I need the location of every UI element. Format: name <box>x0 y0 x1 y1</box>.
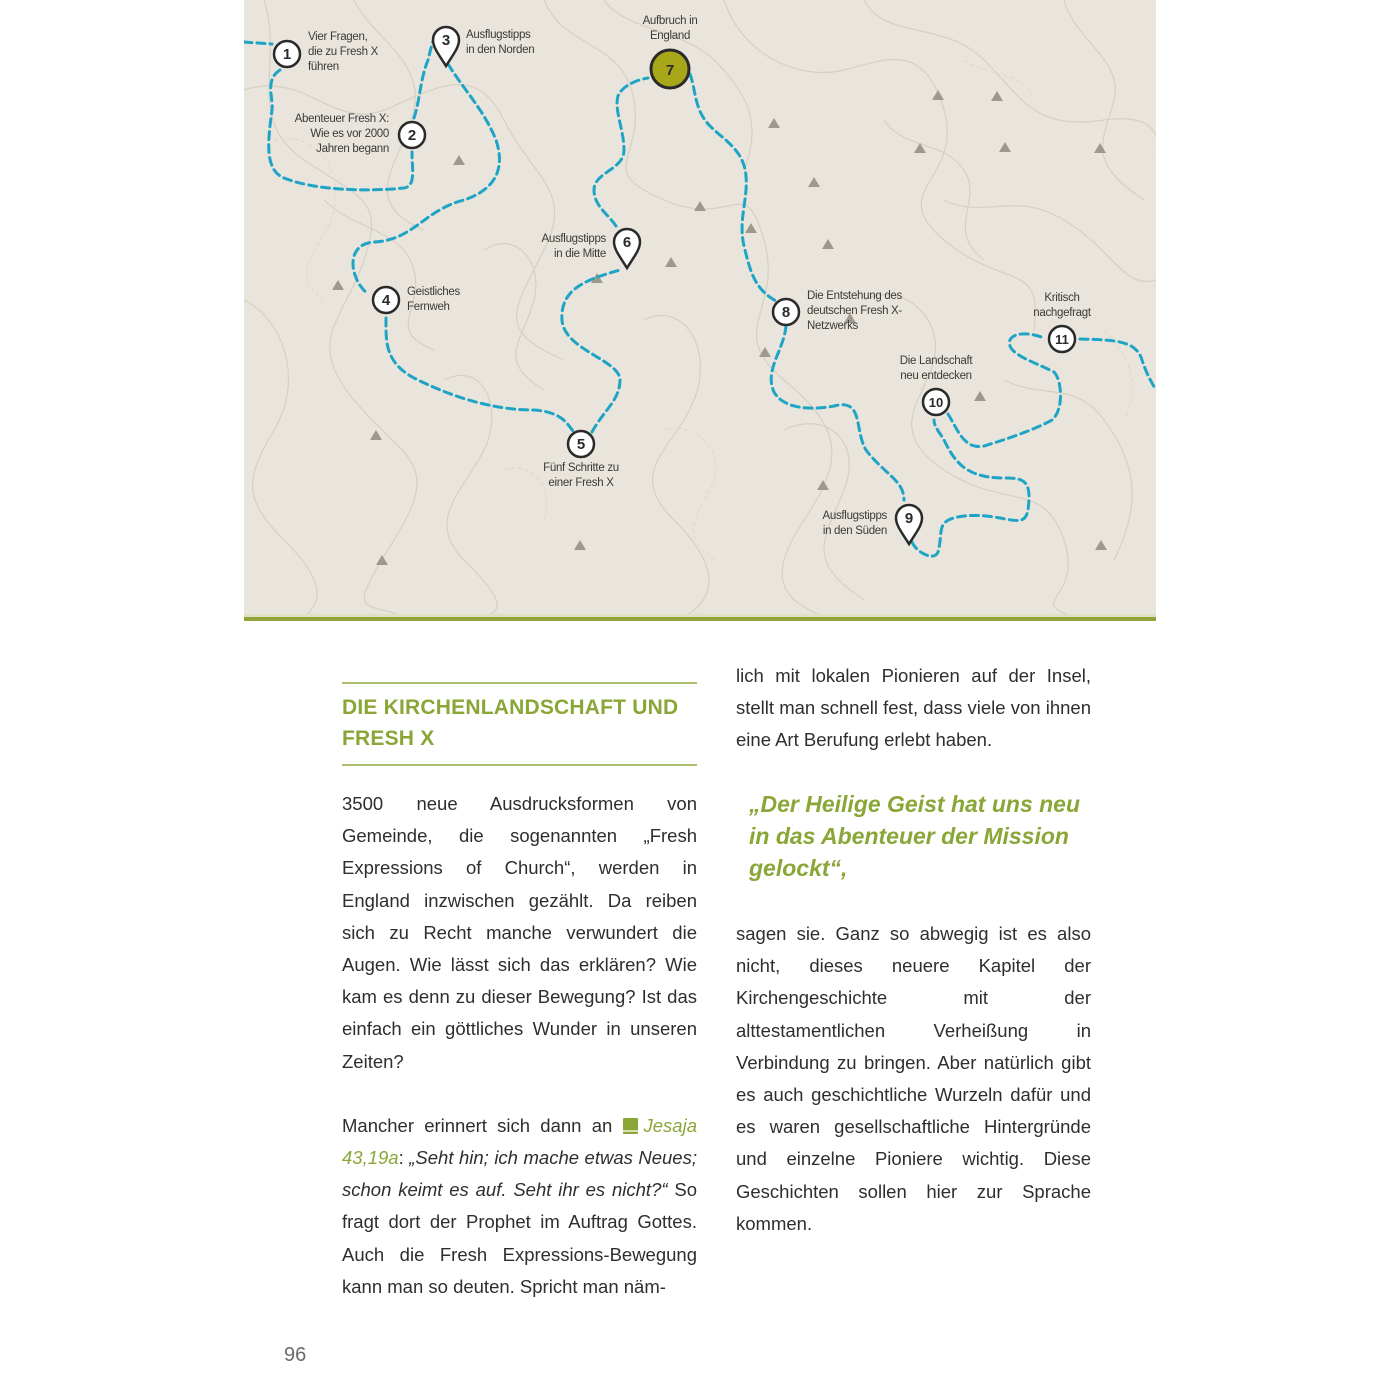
map-marker-label-1: Vier Fragen, die zu Fresh X führen <box>308 31 378 73</box>
map-marker-label-4: Geistliches Fernweh <box>407 286 460 313</box>
section-heading: DIE KIRCHENLANDSCHAFT UND FRESH X <box>342 696 679 750</box>
map-marker-6[interactable] <box>614 229 640 268</box>
map-marker-8[interactable] <box>773 299 799 325</box>
peak-icon <box>376 555 388 565</box>
map-marker-label-9: Ausflugstipps in den Süden <box>822 510 887 537</box>
svg-text:9: 9 <box>904 510 914 527</box>
map-divider <box>244 617 1156 621</box>
peak-icon <box>991 91 1003 101</box>
map-marker-label-3: Ausflugstipps in den Norden <box>466 29 535 56</box>
svg-text:6: 6 <box>622 234 632 251</box>
bible-quote: „Seht hin; ich mache etwas Neues; schon keimt es auf. Seht ihr es nicht?“ <box>342 1147 697 1201</box>
page-number: 96 <box>284 1344 307 1366</box>
peak-icon <box>808 177 820 187</box>
svg-text:1: 1 <box>282 46 292 63</box>
peak-icon <box>370 430 382 440</box>
paragraph-2-colon: : <box>398 1147 410 1169</box>
svg-text:10: 10 <box>928 395 944 410</box>
paragraph-3: lich mit lokalen Pionieren auf der Insel, stellt man schnell fest, dass viele von ihnen eine Art Berufung erlebt haben. <box>736 665 1091 751</box>
text-column-left <box>342 788 697 1303</box>
peak-icon <box>745 223 757 233</box>
paragraph-2 <box>342 1110 697 1303</box>
map-marker-label-6: Ausflugstipps in die Mitte <box>541 233 606 260</box>
svg-text:5: 5 <box>576 436 586 453</box>
peak-icon <box>665 257 677 267</box>
paragraph-4: sagen sie. Ganz so abwegig ist es also nicht, dieses neuere Kapitel der Kirchengeschichte mit der alttestamentlichen Verheißung in Verbindung zu bringen. Aber natürlich gibt es auch geschichtliche Wurzeln dafür und es waren gesellschaftliche Hintergründe und einzelne Pioniere wichtig. Diese Geschichten sollen hier zur Sprache kommen. <box>736 923 1091 1234</box>
map-marker-4[interactable] <box>373 287 399 313</box>
svg-text:8: 8 <box>781 304 791 321</box>
route-map <box>244 0 1156 617</box>
svg-text:7: 7 <box>665 62 675 79</box>
map-marker-label-8: Die Entstehung des deutschen Fresh X- Netzwerks <box>807 290 902 332</box>
svg-text:11: 11 <box>1055 332 1069 347</box>
map-marker-label-2: Abenteuer Fresh X: Wie es vor 2000 Jahren begann <box>294 113 389 155</box>
text-column-right-continued <box>736 918 1091 1240</box>
svg-text:2: 2 <box>407 127 417 144</box>
map-marker-2[interactable] <box>399 122 425 148</box>
bible-reference-link[interactable]: Jesaja 43,19a <box>342 1114 697 1169</box>
peak-icon <box>768 118 780 128</box>
map-marker-10[interactable] <box>923 389 949 415</box>
map-marker-label-10: Die Landschaft neu entdecken <box>899 355 973 382</box>
peak-icon <box>332 280 344 290</box>
section-heading-box <box>342 682 697 766</box>
peak-icon <box>974 391 986 401</box>
paragraph-1: 3500 neue Ausdrucksformen von Gemeinde, die sogenannten „Fresh Expressions of Church“, werden in England inzwischen gezählt. Da reiben sich zu Recht manche verwundert die Augen. Wie lässt sich das erklären? Wie kam es denn zu dieser Bewegung? Ist das einfach ein göttliches Wunder in unseren Zeiten? <box>342 793 697 1072</box>
svg-text:3: 3 <box>441 32 451 49</box>
peak-icon <box>694 201 706 211</box>
peak-icon <box>453 155 465 165</box>
paragraph-2-intro: Mancher erinnert sich dann an <box>342 1114 623 1136</box>
map-marker-11[interactable] <box>1049 326 1075 352</box>
peak-icon <box>822 239 834 249</box>
map-marker-5[interactable] <box>568 431 594 457</box>
paragraph-2-rest: So fragt dort der Prophet im Auftrag Gottes. Auch die Fresh Expressions-Bewegung kann man so deuten. Spricht man näm- <box>342 1179 697 1297</box>
map-marker-label-5: Fünf Schritte zu einer Fresh X <box>543 462 619 489</box>
book-icon <box>623 1118 638 1134</box>
map-canvas <box>244 0 1156 617</box>
peak-icon <box>574 540 586 550</box>
peak-icon <box>817 480 829 490</box>
map-marker-7[interactable] <box>651 50 689 88</box>
peak-icon <box>1094 143 1106 153</box>
peak-icon <box>999 142 1011 152</box>
peak-icon <box>932 90 944 100</box>
peak-icon <box>1095 540 1107 550</box>
map-marker-9[interactable] <box>896 505 922 544</box>
svg-text:4: 4 <box>381 292 391 309</box>
map-marker-1[interactable] <box>274 41 300 67</box>
text-column-right <box>736 660 1091 757</box>
map-marker-label-7: Aufbruch in England <box>642 15 698 42</box>
map-marker-3[interactable] <box>433 27 459 66</box>
pull-quote: „Der Heilige Geist hat uns neu in das Abenteuer der Mission gelockt“, <box>749 791 1081 881</box>
map-marker-label-11: Kritisch nachgefragt <box>1033 292 1091 319</box>
